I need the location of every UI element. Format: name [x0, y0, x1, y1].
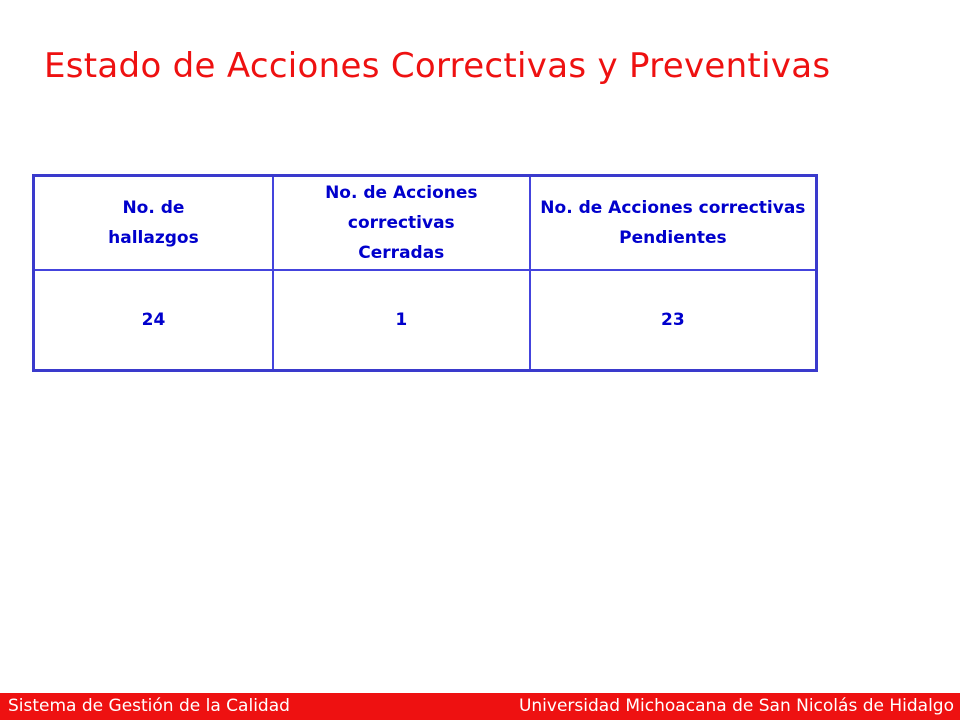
header-hallazgos-line2: hallazgos	[108, 228, 199, 248]
header-cerradas-line1: No. de Acciones correctivas	[325, 183, 478, 233]
header-pendientes	[530, 176, 817, 271]
status-table	[32, 174, 818, 372]
page-title: Estado de Acciones Correctivas y Preventivas	[44, 46, 831, 86]
cell-cerradas: 1	[273, 270, 530, 371]
cell-hallazgos: 24	[34, 270, 273, 371]
header-cerradas-line2: Cerradas	[358, 243, 445, 263]
footer-bar	[0, 693, 960, 720]
table-row	[34, 270, 817, 371]
header-hallazgos	[34, 176, 273, 271]
cell-pendientes: 23	[530, 270, 817, 371]
footer-left-text: Sistema de Gestión de la Calidad	[8, 696, 290, 716]
table-header-row	[34, 176, 817, 271]
footer-right-text: Universidad Michoacana de San Nicolás de Hidalgo	[518, 696, 954, 716]
header-cerradas	[273, 176, 530, 271]
header-pendientes-line1: No. de Acciones correctivas	[540, 198, 806, 218]
header-pendientes-line2: Pendientes	[619, 228, 727, 248]
header-hallazgos-line1: No. de	[122, 198, 185, 218]
